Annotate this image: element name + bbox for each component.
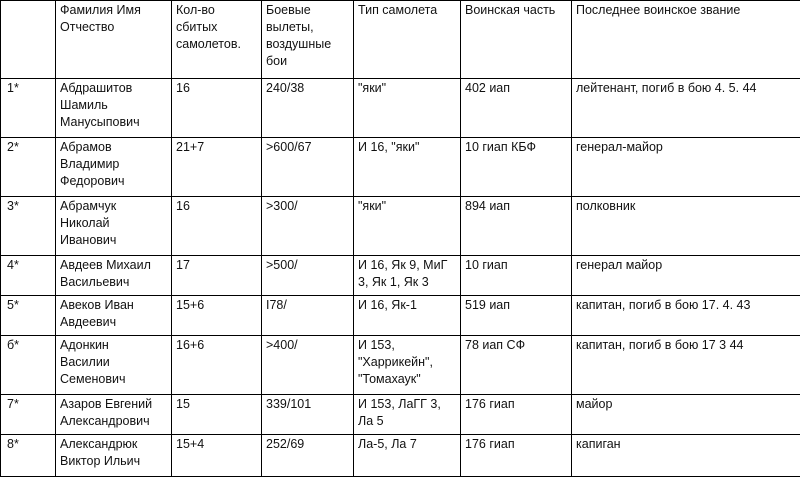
cell-kills: 15: [172, 395, 262, 435]
header-cell-rank: Последнее воинское звание: [572, 1, 800, 79]
cell-aircraft: И 16, Як 9, МиГ 3, Як 1, Як 3: [354, 256, 461, 296]
header-cell-number: [1, 1, 56, 79]
cell-aircraft: Ла-5, Ла 7: [354, 435, 461, 477]
table-row: [1, 296, 800, 336]
cell-aircraft: И 16, "яки": [354, 138, 461, 197]
cell-number: 8*: [1, 435, 56, 477]
cell-aircraft: И 153, ЛаГГ 3, Ла 5: [354, 395, 461, 435]
header-cell-name: Фамилия Имя Отчество: [56, 1, 172, 79]
cell-sorties: >600/67: [262, 138, 354, 197]
cell-aircraft: "яки": [354, 197, 461, 256]
cell-unit: 519 иап: [461, 296, 572, 336]
table-row: [1, 79, 800, 138]
cell-number: 3*: [1, 197, 56, 256]
cell-rank: капитан, погиб в бою 17 3 44: [572, 336, 800, 395]
table-row: [1, 256, 800, 296]
header-cell-sorties: Боевые вылеты, воздушные бои: [262, 1, 354, 79]
cell-kills: 16: [172, 197, 262, 256]
cell-rank: генерал-майор: [572, 138, 800, 197]
cell-name: Абрамчук Николай Иванович: [56, 197, 172, 256]
table-row: [1, 138, 800, 197]
table-row: [1, 197, 800, 256]
cell-sorties: 339/101: [262, 395, 354, 435]
cell-rank: полковник: [572, 197, 800, 256]
cell-aircraft: "яки": [354, 79, 461, 138]
cell-unit: 10 гиап КБФ: [461, 138, 572, 197]
table-row: [1, 336, 800, 395]
cell-sorties: >500/: [262, 256, 354, 296]
cell-kills: 16: [172, 79, 262, 138]
cell-rank: генерал майор: [572, 256, 800, 296]
cell-sorties: >300/: [262, 197, 354, 256]
cell-aircraft: И 16, Як-1: [354, 296, 461, 336]
header-cell-aircraft: Тип самолета: [354, 1, 461, 79]
cell-rank: майор: [572, 395, 800, 435]
cell-name: Азаров Евгений Александрович: [56, 395, 172, 435]
header-cell-kills: Кол-во сбитых самолетов.: [172, 1, 262, 79]
table-row: [1, 395, 800, 435]
cell-sorties: >400/: [262, 336, 354, 395]
table-header-row: [1, 1, 800, 79]
cell-sorties: 240/38: [262, 79, 354, 138]
cell-number: 4*: [1, 256, 56, 296]
cell-name: Абрамов Владимир Федорович: [56, 138, 172, 197]
cell-number: 1*: [1, 79, 56, 138]
cell-number: 7*: [1, 395, 56, 435]
cell-kills: 21+7: [172, 138, 262, 197]
cell-unit: 78 иап СФ: [461, 336, 572, 395]
cell-name: Абдрашитов Шамиль Манусыпович: [56, 79, 172, 138]
cell-kills: 15+6: [172, 296, 262, 336]
cell-name: Авдеев Михаил Васильевич: [56, 256, 172, 296]
cell-unit: 894 иап: [461, 197, 572, 256]
cell-number: 5*: [1, 296, 56, 336]
table-row: [1, 435, 800, 477]
cell-unit: 176 гиап: [461, 435, 572, 477]
cell-rank: капиган: [572, 435, 800, 477]
cell-number: б*: [1, 336, 56, 395]
cell-unit: 176 гиап: [461, 395, 572, 435]
cell-aircraft: И 153, "Харрикейн", "Томахаук": [354, 336, 461, 395]
cell-name: Адонкин Василии Семенович: [56, 336, 172, 395]
header-cell-unit: Воинская часть: [461, 1, 572, 79]
cell-rank: капитан, погиб в бою 17. 4. 43: [572, 296, 800, 336]
cell-kills: 17: [172, 256, 262, 296]
cell-unit: 402 иап: [461, 79, 572, 138]
cell-kills: 15+4: [172, 435, 262, 477]
cell-rank: лейтенант, погиб в бою 4. 5. 44: [572, 79, 800, 138]
cell-kills: 16+6: [172, 336, 262, 395]
cell-name: Александрюк Виктор Ильич: [56, 435, 172, 477]
cell-unit: 10 гиап: [461, 256, 572, 296]
cell-sorties: 252/69: [262, 435, 354, 477]
cell-sorties: I78/: [262, 296, 354, 336]
cell-number: 2*: [1, 138, 56, 197]
cell-name: Авеков Иван Авдеевич: [56, 296, 172, 336]
